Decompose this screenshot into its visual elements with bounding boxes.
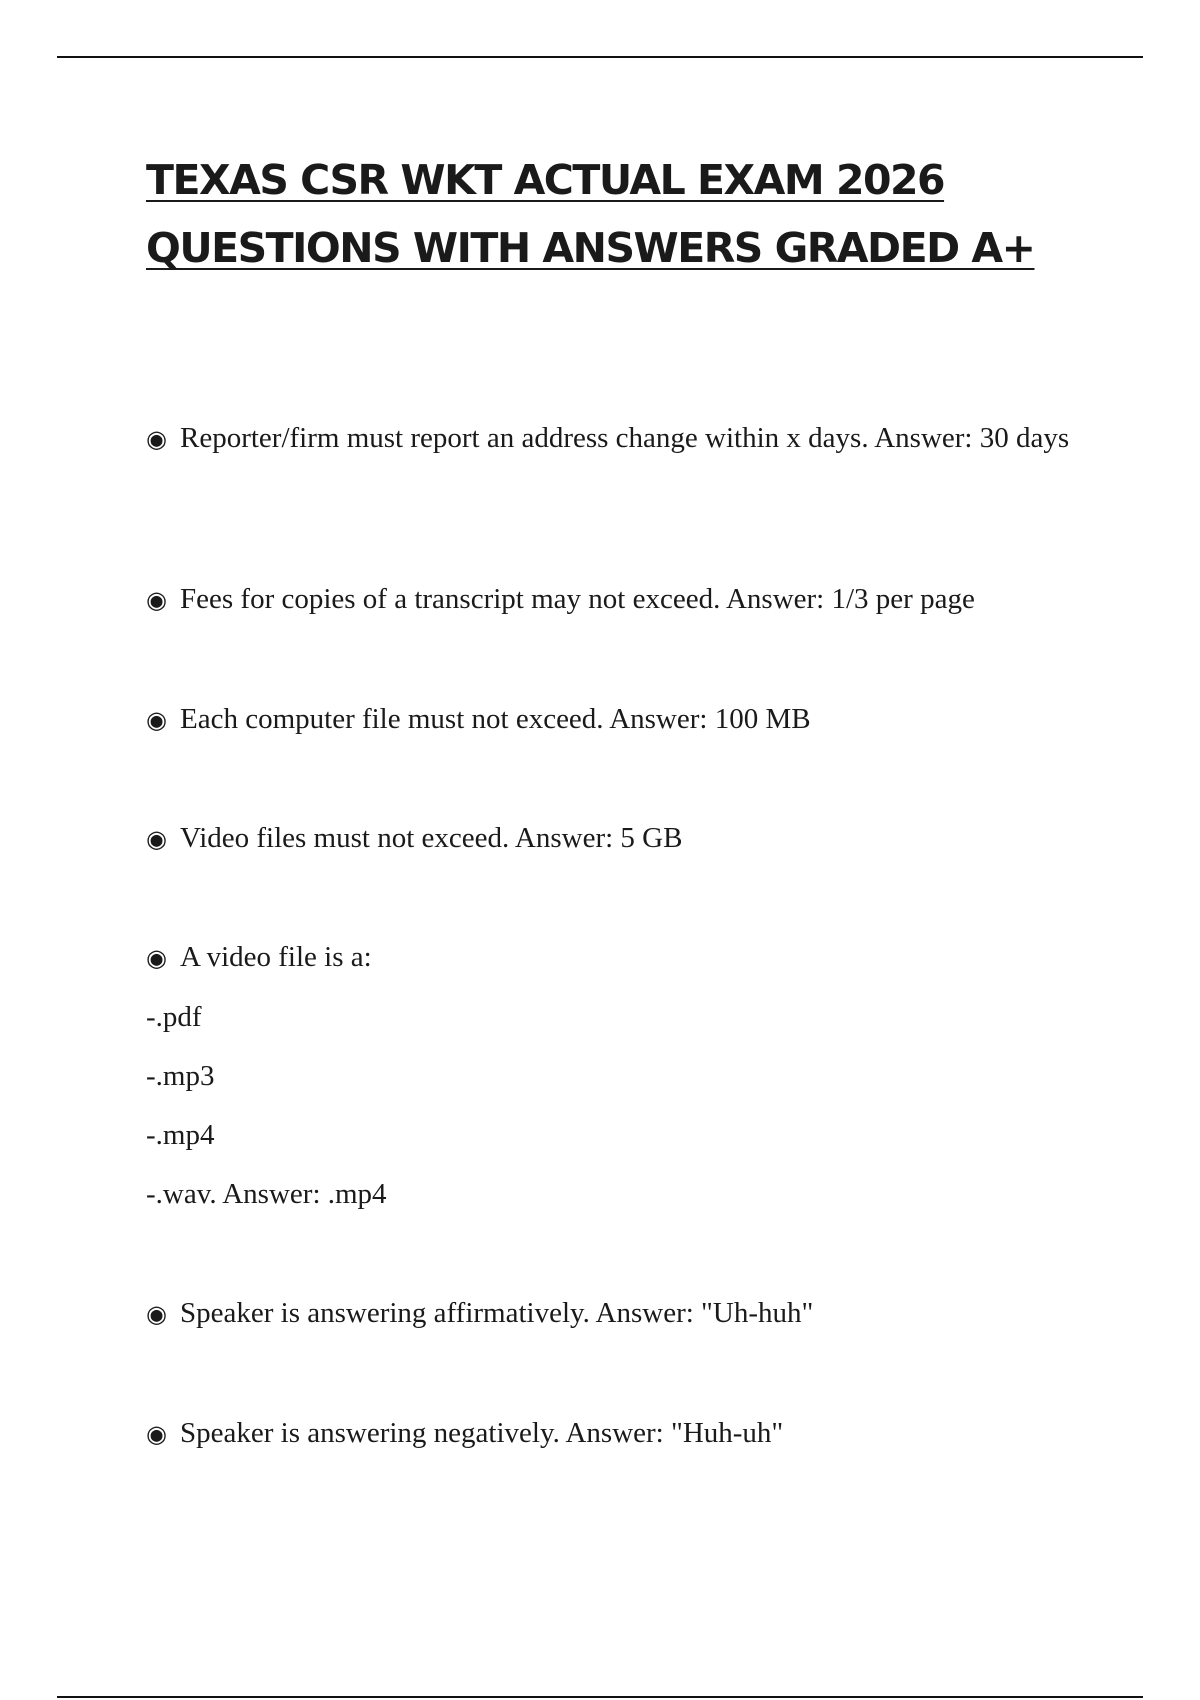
qa-item — [146, 1292, 1076, 1335]
qa-item — [146, 936, 1076, 979]
bottom-rule — [57, 1696, 1143, 1698]
qa-item — [146, 578, 1076, 621]
qa-text: Speaker is answering affirmatively. Answer: "Uh-huh" — [180, 1297, 814, 1329]
qa-text: Reporter/firm must report an address change within x days. Answer: 30 days — [180, 422, 1070, 454]
qa-item — [146, 698, 1076, 741]
bullet-icon: ◉ — [146, 1420, 167, 1448]
bullet-icon: ◉ — [146, 706, 167, 734]
answer-option: -.mp4 — [146, 1119, 215, 1151]
top-rule — [57, 56, 1143, 58]
bullet-icon: ◉ — [146, 944, 167, 972]
qa-text: A video file is a: — [180, 941, 372, 973]
answer-option: -.mp3 — [146, 1060, 215, 1092]
qa-text: Video files must not exceed. Answer: 5 GB — [180, 822, 683, 854]
title-line-1: TEXAS CSR WKT ACTUAL EXAM 2026 — [146, 156, 945, 204]
bullet-icon: ◉ — [146, 425, 167, 453]
qa-text: Fees for copies of a transcript may not exceed. Answer: 1/3 per page — [180, 583, 975, 615]
qa-item — [146, 417, 1076, 460]
qa-item — [146, 817, 1076, 860]
bullet-icon: ◉ — [146, 586, 167, 614]
title-line-2: QUESTIONS WITH ANSWERS GRADED A+ — [146, 224, 1035, 272]
document-title — [146, 146, 1076, 282]
qa-item — [146, 1412, 1076, 1455]
qa-text: Speaker is answering negatively. Answer: "Huh-uh" — [180, 1417, 784, 1449]
bullet-icon: ◉ — [146, 825, 167, 853]
answer-option: -.pdf — [146, 1001, 202, 1033]
answer-option: -.wav. Answer: .mp4 — [146, 1178, 387, 1210]
bullet-icon: ◉ — [146, 1300, 167, 1328]
qa-text: Each computer file must not exceed. Answer: 100 MB — [180, 703, 811, 735]
